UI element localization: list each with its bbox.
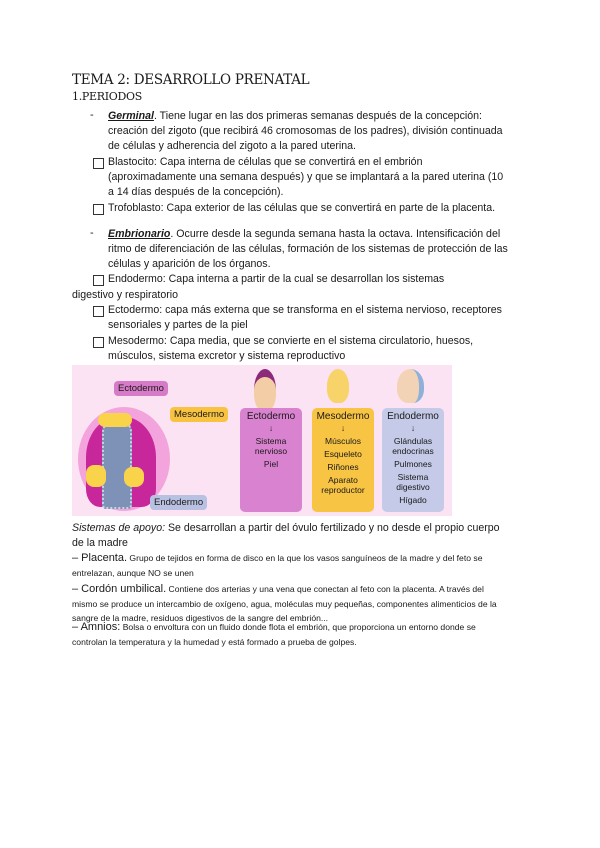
- embryo-icon: [397, 369, 424, 403]
- embrionario-line: [108, 227, 500, 241]
- cordon-line: sangre de la madre, residuos digestivos de la sangre del embrión...: [72, 613, 329, 623]
- column-heading: Endodermo: [387, 411, 439, 422]
- germinal-term: Germinal: [108, 110, 154, 122]
- arrow-down-icon: ↓: [340, 423, 346, 433]
- placenta-line: [72, 551, 482, 565]
- embrionario-line: células y aparición de los órganos.: [108, 258, 271, 270]
- mesoderm-cells: [86, 465, 106, 487]
- embryo-icon: [254, 369, 276, 411]
- placenta-term: – Placenta.: [72, 552, 128, 564]
- germ-layers-figure: [72, 365, 452, 516]
- blastocito-line: a 14 días después de la concepción).: [108, 186, 284, 198]
- mesoderm-cells: [124, 467, 144, 487]
- amnios-line: controlan la temperatura y la humedad y está formado a prueba de golpes.: [72, 637, 357, 647]
- apoyo-term: Sistemas de apoyo:: [72, 522, 166, 534]
- embryo-endoderm-tube: [102, 419, 132, 509]
- embrionario-term: Embrionario: [108, 228, 171, 240]
- embrionario-text: . Ocurre desde la segunda semana hasta la octava. Intensificación del: [170, 228, 501, 240]
- germinal-line: creación del zigoto (que recibirá 46 cromosomas de los padres), división continuada: [108, 125, 503, 137]
- column-ectodermo: [240, 408, 302, 512]
- amnios-text: Bolsa o envoltura con un fluido donde flota el embrión, que proporciona un entorno donde se: [120, 622, 476, 632]
- checkbox-icon: [93, 204, 104, 215]
- embryo-icon: [327, 369, 349, 403]
- column-item: Riñones: [327, 462, 359, 472]
- mesodermo-line: músculos, sistema excretor y sistema reproductivo: [108, 350, 346, 362]
- cordon-line: mismo se produce un intercambio de oxígeno, agua, moléculas muy pequeñas, componentes alimenticios de la: [72, 599, 497, 609]
- section-heading: 1.PERIODOS: [72, 90, 142, 103]
- column-item: Esqueleto: [324, 449, 362, 459]
- cordon-term: – Cordón umbilical.: [72, 583, 167, 595]
- apoyo-text: Se desarrollan a partir del óvulo fertilizado y no desde el propio cuerpo: [165, 522, 500, 534]
- ectodermo-line: Ectodermo: capa más externa que se transforma en el sistema nervioso, receptores: [108, 304, 502, 316]
- label-ectodermo: Ectodermo: [114, 381, 168, 396]
- column-item: Piel: [263, 459, 279, 469]
- column-heading: Ectodermo: [246, 411, 296, 422]
- apoyo-line: [72, 521, 500, 535]
- placenta-text: Grupo de tejidos en forma de disco en la que los vasos sanguíneos de la madre y del feto se: [127, 553, 483, 563]
- checkbox-icon: [93, 158, 104, 169]
- embrionario-line: ritmo de diferenciación de las células, formación de los sistemas de protección de las: [108, 243, 508, 255]
- cordon-line: [72, 582, 484, 596]
- amnios-line: [72, 620, 476, 634]
- column-item: Sistema nervioso: [254, 436, 288, 456]
- amnios-term: – Amnios:: [72, 621, 121, 633]
- column-item: Hígado: [399, 495, 427, 505]
- blastocito-line: (aproximadamente una semana después) y que se implantará a la pared uterina (10: [108, 171, 504, 183]
- label-endodermo: Endodermo: [150, 495, 207, 510]
- bullet-dash: -: [90, 227, 94, 239]
- column-item: Aparato reproductor: [321, 475, 365, 495]
- bullet-dash: -: [90, 109, 94, 121]
- germinal-line: de células y adherencia del zigoto a la pared uterina.: [108, 140, 356, 152]
- endodermo-line: Endodermo: Capa interna a partir de la cual se desarrollan los sistemas: [108, 273, 445, 285]
- column-item: Pulmones: [394, 459, 432, 469]
- column-mesodermo: [312, 408, 374, 512]
- germinal-text: . Tiene lugar en las dos primeras semanas después de la concepción:: [153, 110, 482, 122]
- ectodermo-line: sensoriales y partes de la piel: [108, 319, 248, 331]
- checkbox-icon: [93, 337, 104, 348]
- checkbox-icon: [93, 275, 104, 286]
- placenta-line: entrelazan, aunque NO se unen: [72, 568, 194, 578]
- checkbox-icon: [93, 306, 104, 317]
- arrow-down-icon: ↓: [410, 423, 416, 433]
- page-title: TEMA 2: DESARROLLO PRENATAL: [72, 72, 310, 88]
- trofoblasto-line: Trofoblasto: Capa exterior de las células que se convertirá en parte de la placenta.: [108, 202, 496, 214]
- mesoderm-cells: [98, 413, 132, 427]
- column-item: Sistema digestivo: [396, 472, 430, 492]
- apoyo-line: de la madre: [72, 537, 128, 549]
- column-item: Glándulas endocrinas: [392, 436, 434, 456]
- mesodermo-line: Mesodermo: Capa media, que se convierte en el sistema circulatorio, huesos,: [108, 335, 474, 347]
- cordon-text: Contiene dos arterias y una vena que conectan al feto con la placenta. A través del: [166, 584, 484, 594]
- germinal-line: [108, 109, 482, 123]
- column-item: Músculos: [325, 436, 361, 446]
- column-heading: Mesodermo: [316, 411, 370, 422]
- arrow-down-icon: ↓: [268, 423, 274, 433]
- blastocito-line: Blastocito: Capa interna de células que se convertirá en el embrión: [108, 156, 423, 168]
- endodermo-line: digestivo y respiratorio: [72, 289, 178, 301]
- column-endodermo: [382, 408, 444, 512]
- label-mesodermo: Mesodermo: [170, 407, 228, 422]
